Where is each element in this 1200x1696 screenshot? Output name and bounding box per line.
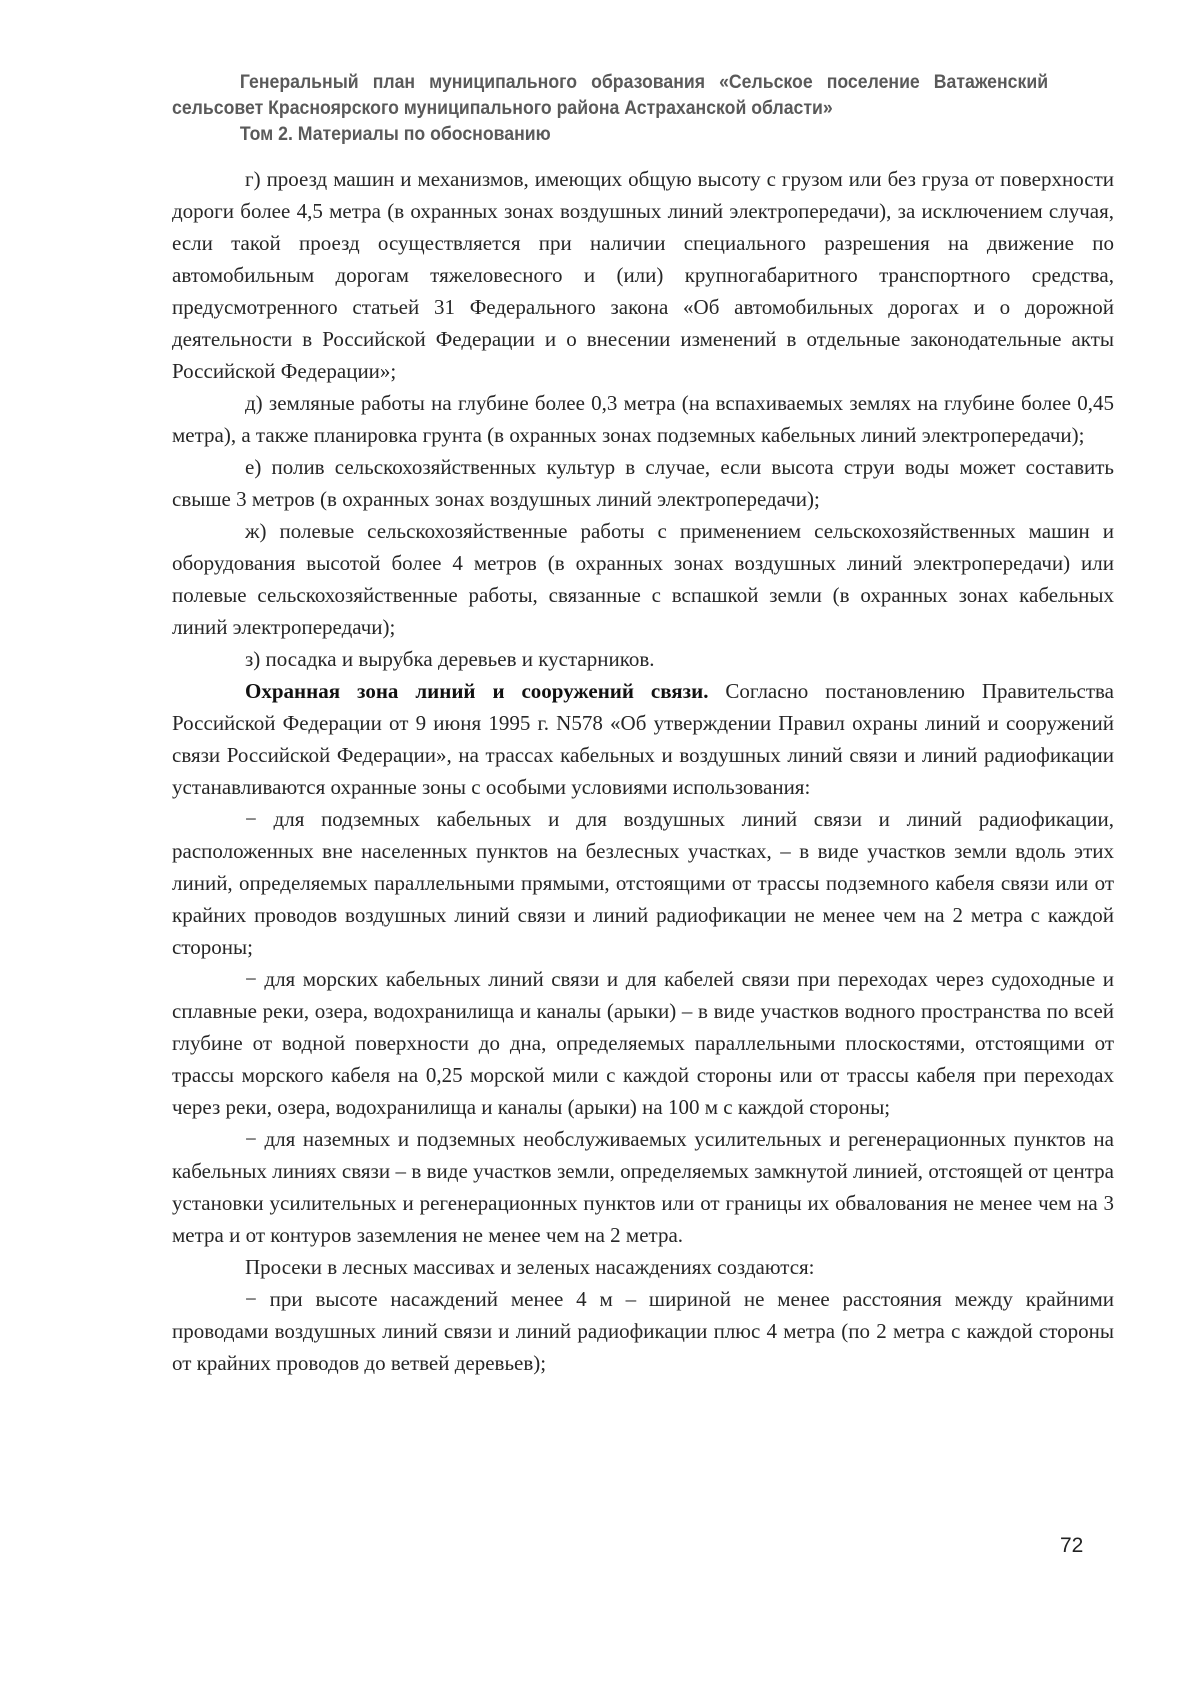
paragraph-zh: ж) полевые сельскохозяйственные работы с применением сельскохозяйственных машин и оборудования высотой более 4 метров (в охранных зонах воздушных линий электропередачи) или полевые сельскохозяйственные работы, связанные с вспашкой земли (в охранных зонах кабельных линий электропередачи); [172, 519, 1114, 639]
paragraph-z: з) посадка и вырубка деревьев и кустарников. [245, 647, 655, 671]
header-line-2: сельсовет Красноярского муниципального района Астраханской области» [172, 98, 833, 119]
list-item-stations: − для наземных и подземных необслуживаемых усилительных и регенерационных пунктов на кабельных линиях связи – в виде участков земли, определяемых замкнутой линией, отстоящей от центра установки усилительных и регенерационных пунктов или от границы их обвалования не менее чем на 3 метра и от контуров заземления не менее чем на 2 метра. [172, 1127, 1114, 1247]
document-body [172, 163, 1114, 1379]
section-intro: Согласно постановлению Правительства Российской Федерации от 9 июня 1995 г. N578 «Об утверждении Правил охраны линий и сооружений связи Российской Федерации», на трассах кабельных и воздушных линий связи и линий радиофикации устанавливаются охранные зоны с особыми условиями использования: [172, 679, 1114, 799]
section-heading: Охранная зона линий и сооружений связи. [245, 679, 709, 703]
header-volume: Том 2. Материалы по обоснованию [239, 124, 551, 145]
list-item-low-trees: − при высоте насаждений менее 4 м – шириной не менее расстояния между крайними проводами воздушных линий связи и линий радиофикации плюс 4 метра (по 2 метра с каждой стороны от крайних проводов до ветвей деревьев); [172, 1287, 1114, 1375]
list-item-marine: − для морских кабельных линий связи и для кабелей связи при переходах через судоходные и сплавные реки, озера, водохранилища и каналы (арыки) – в виде участков водного пространства по всей глубине от водной поверхности до дна, определяемых параллельными плоскостями, отстоящими от трассы морского кабеля на 0,25 морской мили с каждой стороны или от трассы кабеля при переходах через реки, озера, водохранилища и каналы (арыки) на 100 м с каждой стороны; [172, 967, 1114, 1119]
document-header [172, 70, 1048, 148]
list-item-underground: − для подземных кабельных и для воздушных линий связи и линий радиофикации, расположенных вне населенных пунктов на безлесных участках, – в виде участков земли вдоль этих линий, определяемых параллельными прямыми, отстоящими от трассы подземного кабеля связи или от крайних проводов воздушных линий связи и линий радиофикации не менее чем на 2 метра с каждой стороны; [172, 807, 1114, 959]
paragraph-communication-zone [172, 675, 1114, 803]
header-line-1: Генеральный план муниципального образования «Сельское поселение Ватаженский [239, 72, 1049, 93]
paragraph-clearings: Просеки в лесных массивах и зеленых насаждениях создаются: [245, 1255, 815, 1279]
paragraph-e: е) полив сельскохозяйственных культур в случае, если высота струи воды может составить свыше 3 метров (в охранных зонах воздушных линий электропередачи); [172, 455, 1114, 511]
paragraph-g: г) проезд машин и механизмов, имеющих общую высоту с грузом или без груза от поверхности дороги более 4,5 метра (в охранных зонах воздушных линий электропередачи), за исключением случая, если такой проезд осуществляется при наличии специального разрешения на движение по автомобильным дорогам тяжеловесного и (или) крупногабаритного транспортного средства, предусмотренного статьей 31 Федерального закона «Об автомобильных дорогах и о дорожной деятельности в Российской Федерации и о внесении изменений в отдельные законодательные акты Российской Федерации»; [172, 167, 1114, 383]
page-number: 72 [1060, 1534, 1084, 1557]
paragraph-d: д) земляные работы на глубине более 0,3 метра (на вспахиваемых землях на глубине более 0,45 метра), а также планировка грунта (в охранных зонах подземных кабельных линий электропередачи); [172, 391, 1114, 447]
